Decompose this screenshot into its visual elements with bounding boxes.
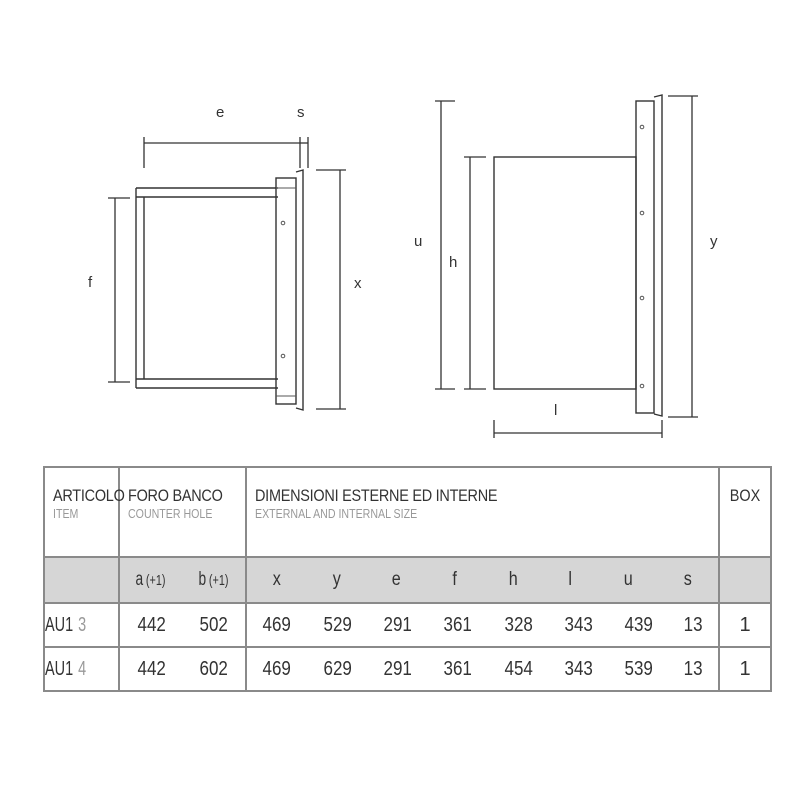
left-view bbox=[88, 104, 362, 410]
col-l: l bbox=[568, 569, 573, 590]
label-e: e bbox=[216, 104, 225, 121]
hole-cell: 442 502 bbox=[119, 603, 246, 647]
subheader-empty bbox=[44, 557, 119, 603]
label-x: x bbox=[354, 275, 362, 292]
col-u: u bbox=[623, 569, 633, 590]
col-x: x bbox=[272, 569, 281, 590]
table-header-row bbox=[44, 467, 771, 557]
spec-table bbox=[43, 466, 772, 692]
subheader-dims bbox=[246, 557, 719, 603]
header-item: ARTICOLO ITEM bbox=[44, 467, 119, 557]
item-cell: AU1 3 bbox=[44, 603, 119, 647]
col-h: h bbox=[508, 569, 518, 590]
item-cell: AU1 4 bbox=[44, 647, 119, 691]
col-e: e bbox=[392, 569, 402, 590]
label-h: h bbox=[449, 254, 458, 271]
table-row bbox=[44, 603, 771, 647]
table-row bbox=[44, 647, 771, 691]
hole-cell: 442 602 bbox=[119, 647, 246, 691]
col-b: b (+1) bbox=[198, 569, 229, 590]
right-view bbox=[414, 95, 718, 438]
header-box: BOX bbox=[719, 467, 771, 557]
label-y: y bbox=[710, 233, 718, 250]
subheader-box-empty bbox=[719, 557, 771, 603]
header-dimensions: DIMENSIONI ESTERNE ED INTERNE EXTERNAL AND INTERNAL SIZE bbox=[246, 467, 719, 557]
col-a: a (+1) bbox=[135, 569, 166, 590]
label-l: l bbox=[554, 402, 558, 419]
col-y: y bbox=[332, 569, 341, 590]
col-f: f bbox=[452, 569, 458, 590]
box-cell: 1 bbox=[719, 647, 771, 691]
box-cell: 1 bbox=[719, 603, 771, 647]
col-s: s bbox=[684, 569, 693, 590]
table-subheader-row bbox=[44, 557, 771, 603]
label-s: s bbox=[297, 104, 305, 121]
label-f: f bbox=[88, 274, 93, 291]
dims-cell: 469 629 291 361 454 343 539 13 bbox=[246, 647, 719, 691]
dims-cell: 469 529 291 361 328 343 439 13 bbox=[246, 603, 719, 647]
label-u: u bbox=[414, 233, 423, 250]
header-counter-hole: FORO BANCO COUNTER HOLE bbox=[119, 467, 246, 557]
subheader-hole bbox=[119, 557, 246, 603]
